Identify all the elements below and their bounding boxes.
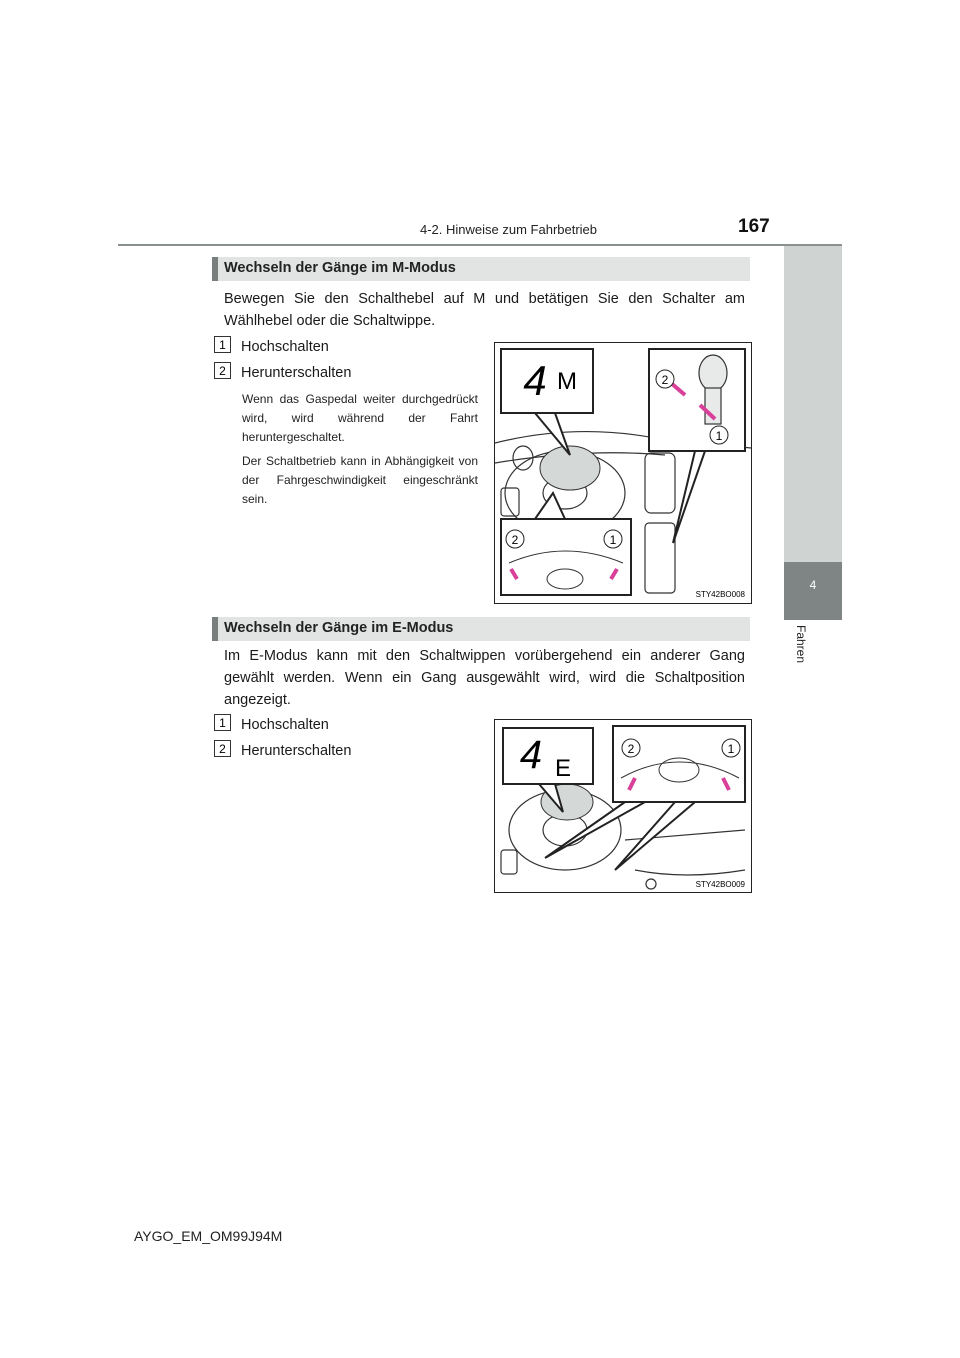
callout-number: 2 bbox=[661, 373, 669, 387]
callout-2-icon bbox=[214, 740, 231, 757]
callout-number: 2 bbox=[627, 742, 635, 756]
section-intro-text: Im E-Modus kann mit den Schaltwippen vorübergehend ein anderer Gang gewählt werden. Wenn ein Gang ausgewählt wird, wird die Schaltposition angezeigt. bbox=[224, 648, 745, 708]
page-number: 167 bbox=[738, 216, 770, 237]
illustration-m-mode bbox=[494, 342, 752, 604]
item-label: Hochschalten bbox=[241, 717, 329, 733]
illustration-e-mode bbox=[494, 719, 752, 893]
callout-1-icon bbox=[214, 336, 231, 353]
item-label: Herunterschalten bbox=[241, 365, 352, 381]
item-label: Herunterschalten bbox=[241, 743, 352, 759]
svg-text:2: 2 bbox=[219, 742, 226, 756]
svg-text:1: 1 bbox=[219, 716, 226, 730]
section-intro-text: Bewegen Sie den Schalthebel auf M und betätigen Sie den Schalter am Wählhebel oder die Schaltwippe. bbox=[224, 291, 745, 329]
chapter-label: Fahren bbox=[794, 625, 808, 664]
svg-text:2: 2 bbox=[219, 364, 226, 378]
list-item-downshift bbox=[214, 740, 351, 759]
section-heading-e-mode bbox=[212, 617, 750, 641]
callout-1-icon bbox=[214, 714, 231, 731]
dashboard-illustration bbox=[495, 343, 751, 603]
side-tab-strip bbox=[784, 246, 842, 562]
chapter-number: 4 bbox=[809, 578, 817, 592]
callout-number: 1 bbox=[609, 533, 617, 547]
display-mode: E bbox=[554, 755, 572, 782]
figure-code: STY42BO009 bbox=[695, 880, 745, 889]
dashboard-illustration bbox=[495, 720, 751, 892]
callout-number: 1 bbox=[715, 429, 723, 443]
display-digit: 4 bbox=[519, 733, 543, 777]
section-heading-bar bbox=[212, 617, 218, 641]
display-digit: 4 bbox=[523, 357, 547, 404]
section-heading-m-mode bbox=[212, 257, 750, 281]
callout-number: 2 bbox=[511, 533, 519, 547]
callout-number: 1 bbox=[727, 742, 735, 756]
list-item-upshift bbox=[214, 714, 329, 733]
section-title: Wechseln der Gänge im E-Modus bbox=[224, 620, 454, 636]
note-text: Der Schaltbetrieb kann in Abhängigkeit von der Fahrgeschwindigkeit eingeschränkt sein. bbox=[242, 454, 478, 506]
running-header-section: 4-2. Hinweise zum Fahrbetrieb bbox=[420, 222, 598, 237]
list-item-downshift bbox=[214, 362, 351, 381]
section-heading-bar bbox=[212, 257, 218, 281]
section-title: Wechseln der Gänge im M-Modus bbox=[224, 260, 456, 276]
callout-2-icon bbox=[214, 362, 231, 379]
header-divider bbox=[118, 244, 842, 246]
note-text: Wenn das Gaspedal weiter durchgedrückt wird, wird während der Fahrt heruntergeschaltet. bbox=[242, 392, 478, 444]
figure-code: STY42BO008 bbox=[695, 590, 745, 599]
display-mode: M bbox=[557, 368, 577, 395]
list-item-upshift bbox=[214, 336, 329, 355]
document-code: AYGO_EM_OM99J94M bbox=[134, 1228, 283, 1244]
item-label: Hochschalten bbox=[241, 339, 329, 355]
svg-text:1: 1 bbox=[219, 338, 226, 352]
